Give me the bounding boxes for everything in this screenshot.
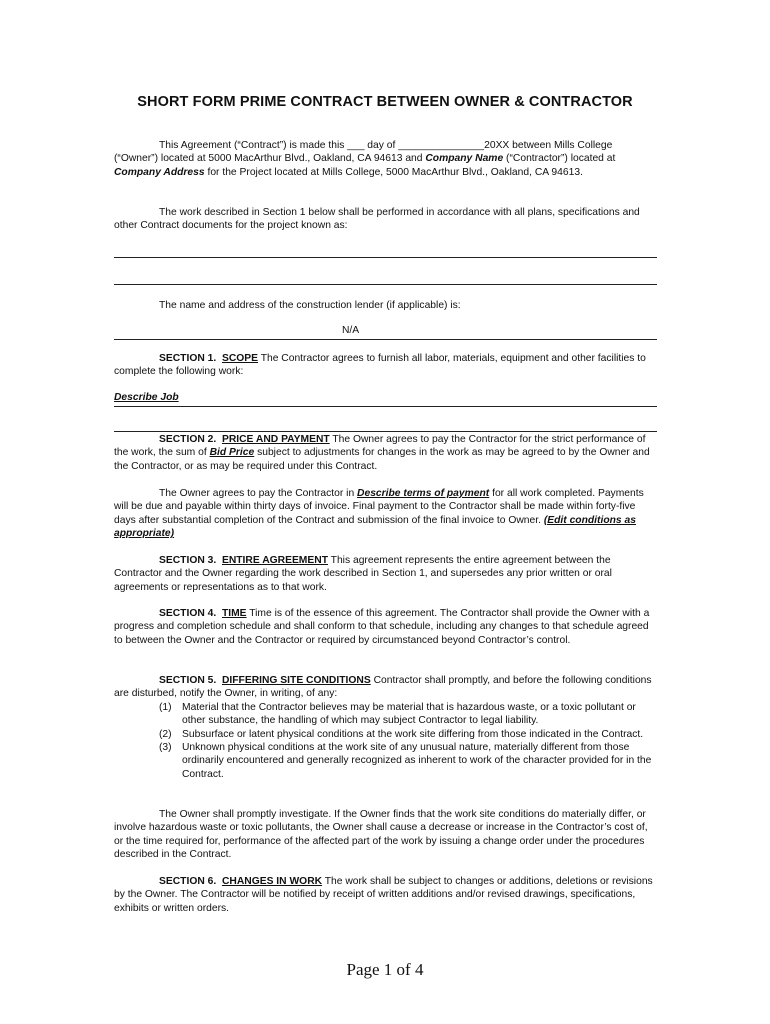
section-1: [114, 352, 659, 379]
list-item: [114, 728, 659, 741]
section-6: [114, 875, 659, 915]
list-item: [114, 741, 659, 781]
payment-paragraph: [114, 487, 659, 541]
describe-job-field: Describe Job: [114, 392, 657, 407]
section-text: Time is of the essence of this agreement. The Contractor shall provide the Owner with a progress and completion schedule and shall conform to that schedule, including any changes to that schedule agreed to between the Owner and the Contractor or required by circumstanced beyond Contractor’s control.: [114, 608, 650, 646]
lender-paragraph: The name and address of the construction lender (if applicable) is:: [159, 300, 461, 311]
section-heading: SCOPE: [221, 353, 259, 364]
section-5-intro: [114, 674, 659, 701]
section-text: for all work completed. Payments will be due and payable within thirty days of invoice. Final payment to the Contractor shall be made within forty-five days after substantial completion of the Contract and submission of the final invoice to Owner.: [114, 488, 644, 526]
list-text: Material that the Contractor believes may be material that is hazardous waste, or a toxic pollutant or other substance, the handling of which may subject Contractor to legal liability.: [182, 701, 636, 727]
payment-terms-field: Describe terms of payment: [357, 488, 490, 499]
company-address-field: Company Address: [114, 166, 205, 178]
section-number: SECTION 5.: [159, 675, 217, 686]
section-text: The Owner agrees to pay the Contractor in: [159, 488, 358, 499]
list-text: Unknown physical conditions at the work site of any unusual nature, materially different from those ordinarily encountered and generally recognized as inherent to work of the character provided for in the Contract.: [182, 742, 652, 780]
company-name-field: Company Name: [425, 153, 504, 165]
intro-text: (“Contractor”) located at: [503, 153, 616, 165]
section-heading: DIFFERING SITE CONDITIONS: [221, 675, 371, 686]
list-number: (1): [159, 701, 172, 713]
section-number: SECTION 3.: [159, 555, 217, 566]
section-text: The Owner agrees to pay the Contractor for the strict performance of the work, the sum of: [114, 434, 646, 459]
project-paragraph: The work described in Section 1 below shall be performed in accordance with all plans, specifications and other Contract documents for the project known as:: [114, 207, 640, 232]
document-title: SHORT FORM PRIME CONTRACT BETWEEN OWNER & CONTRACTOR: [137, 94, 633, 110]
section-4: [114, 607, 659, 647]
section-heading: PRICE AND PAYMENT: [221, 434, 330, 445]
investigation-paragraph: The Owner shall promptly investigate. If the Owner finds that the work site conditions do materially differ, or involve hazardous waste or toxic pollutants, the Owner shall cause a decrease or increase in the Contractor’s cost of, or the time required for, performance of the affected part of the work by issuing a change order under the procedures described in the Contract.: [114, 809, 648, 861]
section-heading: CHANGES IN WORK: [221, 876, 323, 887]
page-number: Page 1 of 4: [346, 960, 424, 979]
blank-line: [114, 431, 657, 432]
list-number: (2): [159, 728, 172, 740]
section-number: SECTION 6.: [159, 876, 217, 887]
lender-value: N/A: [342, 325, 360, 336]
section-2: [114, 433, 659, 473]
list-number: (3): [159, 742, 172, 754]
section-5: [114, 674, 659, 781]
bid-price-field: Bid Price: [209, 447, 255, 459]
section-text: This agreement represents the entire agreement between the Contractor and the Owner regarding the work described in Section 1, and supersedes any prior written or oral agreements or representations as to that work.: [114, 555, 612, 593]
section-number: SECTION 4.: [159, 608, 217, 619]
section-text: The work shall be subject to changes or additions, deletions or revisions by the Owner. The Contractor will be notified by receipt of written additions and/or revised drawings, specifications, exhibits or written orders.: [114, 876, 653, 914]
blank-line: [114, 257, 657, 258]
section-number: SECTION 1.: [159, 353, 217, 364]
section-heading: TIME: [221, 608, 247, 619]
list-item: [114, 701, 659, 728]
section-number: SECTION 2.: [159, 434, 217, 445]
section-text: subject to adjustments for changes in the work as may be agreed to by the Owner and the Contractor, or as may be required under this Contract.: [114, 447, 650, 472]
site-conditions-list: [114, 701, 659, 781]
section-heading: ENTIRE AGREEMENT: [221, 555, 328, 566]
intro-paragraph: [114, 139, 659, 179]
section-text: Contractor shall promptly, and before the following conditions are disturbed, notify the Owner, in writing, of any:: [114, 675, 652, 700]
edit-conditions-note: (Edit conditions as appropriate): [114, 514, 636, 540]
list-text: Subsurface or latent physical conditions at the work site differing from those indicated in the Contract.: [182, 728, 644, 740]
section-3: [114, 554, 659, 594]
blank-line: [114, 284, 657, 285]
intro-text: This Agreement (“Contract”) is made this ___ day of _______________20XX between Mills College (“Owner”) located at 5000 MacArthur Blvd., Oakland, CA 94613 and: [114, 140, 613, 165]
section-text: The Contractor agrees to furnish all labor, materials, equipment and other facilities to complete the following work:: [114, 353, 646, 378]
lender-line: [114, 325, 657, 340]
intro-text: for the Project located at Mills College, 5000 MacArthur Blvd., Oakland, CA 94613.: [204, 166, 583, 178]
